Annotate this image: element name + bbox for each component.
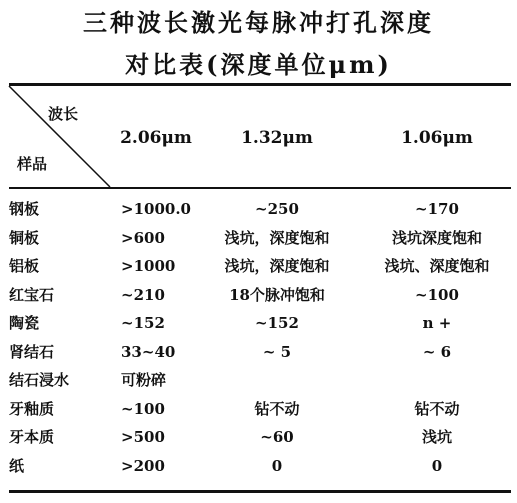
value-1060nm-cell: ~100 <box>415 285 459 304</box>
sample-cell: 肾结石 <box>9 342 55 361</box>
table-row <box>9 253 511 281</box>
value-1060nm-cell: n + <box>422 314 452 332</box>
value-1320nm-cell: 浅坑，深度饱和 <box>224 228 330 247</box>
header-corner-sample: 样品 <box>17 155 48 173</box>
value-2060nm-cell: ~210 <box>121 285 165 304</box>
sample-cell: 铝板 <box>9 257 40 275</box>
bottom-rule <box>9 490 511 493</box>
table-row <box>9 396 511 424</box>
table-row <box>9 367 511 395</box>
value-1060nm-cell: 浅坑深度饱和 <box>391 228 483 247</box>
sample-cell: 牙本质 <box>9 428 55 446</box>
value-1060nm-cell: 钻不动 <box>414 399 460 418</box>
column-header-1320nm: 1.32μm <box>241 128 313 148</box>
header-corner-wavelength: 波长 <box>48 105 79 123</box>
table-row <box>9 339 511 367</box>
sample-cell: 钢板 <box>9 200 40 218</box>
value-1320nm-cell: ~152 <box>255 314 299 332</box>
value-1320nm-cell: ~250 <box>255 200 299 218</box>
value-2060nm-cell: 可粉碎 <box>121 371 167 389</box>
value-1320nm-cell: 18个脉冲饱和 <box>229 285 325 304</box>
sample-cell: 结石浸水 <box>9 371 70 389</box>
table-title-line-1: 三种波长激光每脉冲打孔深度 <box>83 8 434 37</box>
value-2060nm-cell: >500 <box>121 428 165 446</box>
value-2060nm-cell: ~100 <box>121 399 165 418</box>
value-1320nm-cell: ~ 5 <box>262 342 292 361</box>
sample-cell: 牙釉质 <box>9 399 55 418</box>
table-row <box>9 310 511 338</box>
value-2060nm-cell: >200 <box>121 456 165 475</box>
table-row <box>9 424 511 452</box>
value-1060nm-cell: ~170 <box>415 200 459 218</box>
column-header-2060nm: 2.06μm <box>120 128 192 148</box>
value-1060nm-cell: 0 <box>431 456 443 475</box>
value-1060nm-cell: 浅坑、深度饱和 <box>384 257 490 275</box>
value-1320nm-cell: ~60 <box>260 428 294 446</box>
table-row <box>9 282 511 310</box>
value-2060nm-cell: ~152 <box>121 314 165 332</box>
table-row <box>9 453 511 481</box>
value-1320nm-cell: 0 <box>271 456 283 475</box>
column-header-1060nm: 1.06μm <box>401 128 473 148</box>
sample-cell: 纸 <box>9 456 25 475</box>
table-row <box>9 225 511 253</box>
sample-cell: 铜板 <box>9 228 40 247</box>
value-2060nm-cell: >600 <box>121 228 165 247</box>
table-row <box>9 196 511 224</box>
value-2060nm-cell: >1000.0 <box>121 200 191 218</box>
sample-cell: 红宝石 <box>9 285 55 304</box>
value-1320nm-cell: 钻不动 <box>254 399 300 418</box>
value-2060nm-cell: 33~40 <box>121 342 176 361</box>
sample-cell: 陶瓷 <box>9 314 40 332</box>
value-1320nm-cell: 浅坑，深度饱和 <box>224 257 330 275</box>
header-rule <box>9 187 511 189</box>
value-2060nm-cell: >1000 <box>121 257 176 275</box>
value-1060nm-cell: ~ 6 <box>422 342 452 361</box>
value-1060nm-cell: 浅坑 <box>421 428 453 446</box>
table-title-line-2: 对比表(深度单位μm) <box>125 50 392 79</box>
